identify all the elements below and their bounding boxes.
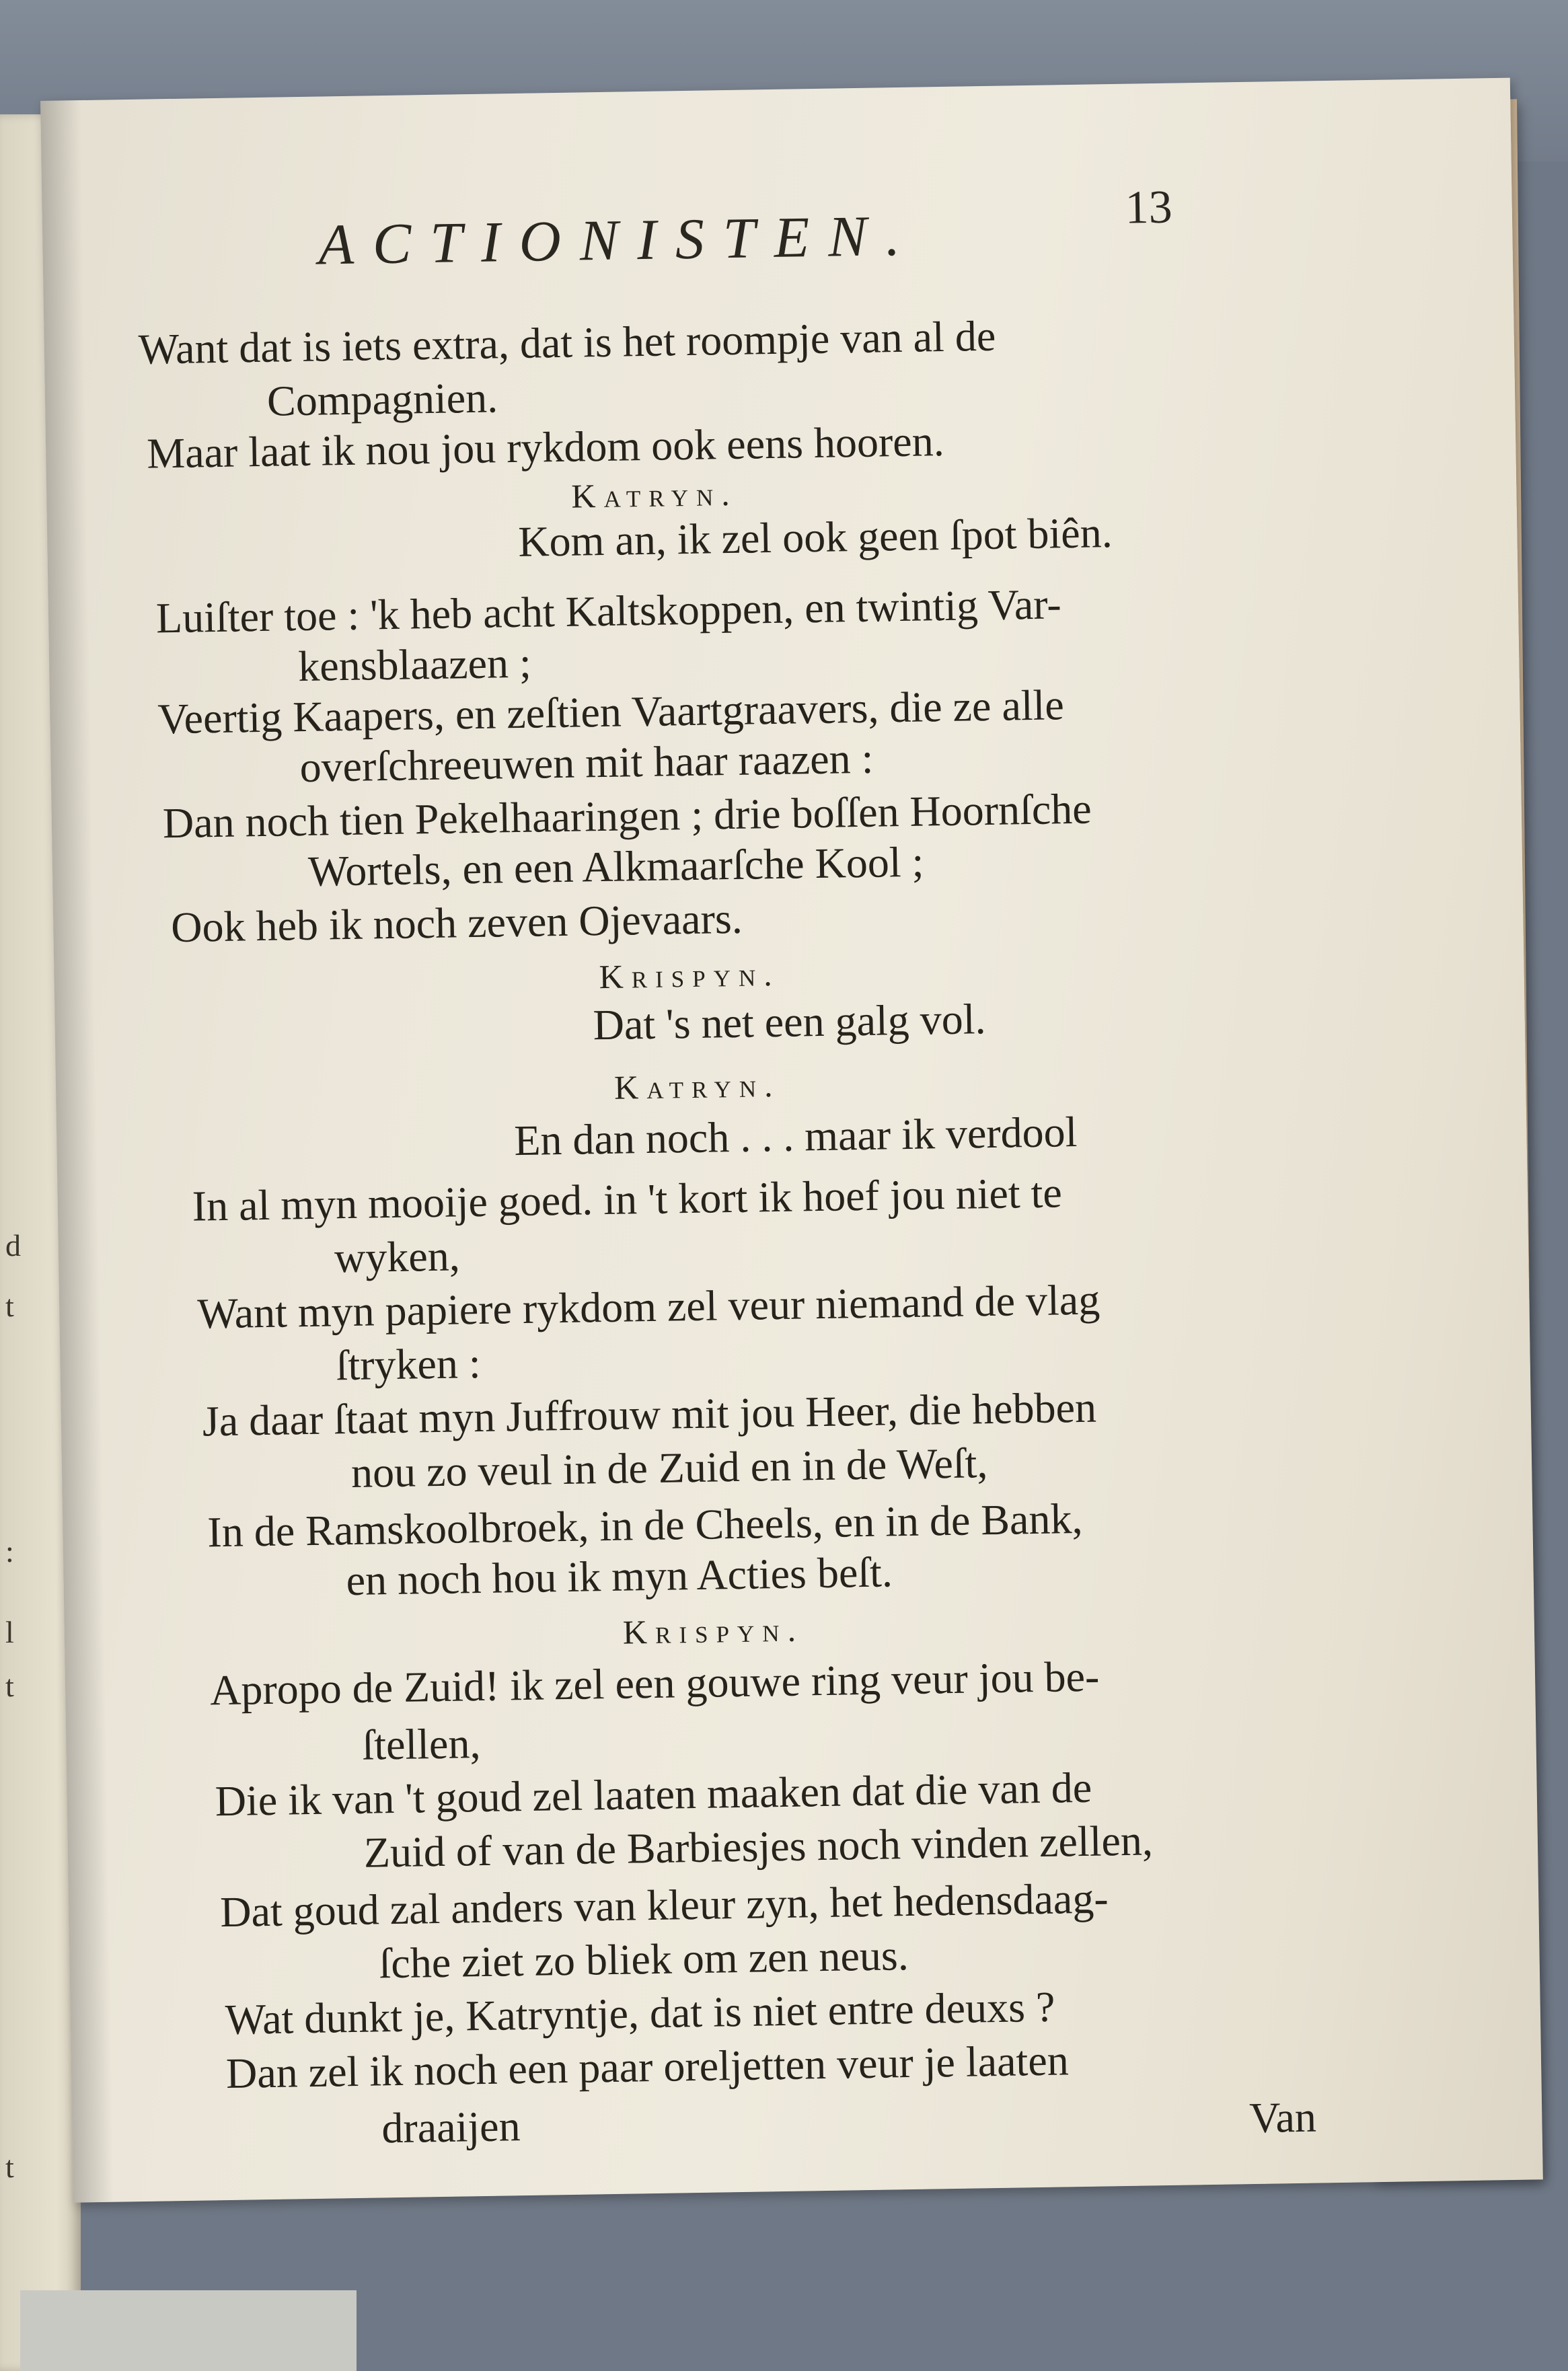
text-line: Die ik van 't goud zel laaten maaken dat die van de xyxy=(215,1763,1092,1826)
text-line: wyken, xyxy=(334,1232,461,1282)
text-line: Wat dunkt je, Katryntje, dat is niet entre deuxs ? xyxy=(225,1982,1055,2044)
left-page-glyph: : xyxy=(5,1534,14,1569)
text-line: Want dat is iets extra, dat is het roompje van al de xyxy=(138,311,996,373)
left-page-glyph: t xyxy=(5,1669,14,1703)
text-line: en noch hou ik myn Acties beſt. xyxy=(346,1548,893,1605)
text-line: Ook heb ik noch zeven Ojevaars. xyxy=(170,894,743,952)
label-sticker xyxy=(20,2290,357,2371)
catchword: Van xyxy=(1248,2093,1317,2142)
text-line: En dan noch . . . maar ik verdool xyxy=(513,1107,1078,1165)
text-line: Maar laat ik nou jou rykdom ook eens hooren. xyxy=(146,416,945,478)
text-line: In al myn mooije goed. in 't kort ik hoef jou niet te xyxy=(192,1168,1063,1230)
left-page-glyph: t xyxy=(5,1289,14,1323)
text-line: draaijen xyxy=(381,2102,521,2152)
text-line: Ja daar ſtaat myn Juffrouw mit jou Heer, die hebben xyxy=(202,1383,1097,1445)
text-line: Dan zel ik noch een paar oreljetten veur je laaten xyxy=(225,2036,1070,2098)
text-line: Luiſter toe : 'k heb acht Kaltskoppen, en twintig Var- xyxy=(155,580,1062,642)
text-line: Dat goud zal anders van kleur zyn, het hedensdaag- xyxy=(219,1874,1109,1936)
text-line: ſtryken : xyxy=(336,1339,482,1390)
text-line: Wortels, en een Alkmaarſche Kool ; xyxy=(307,837,924,895)
text-line: In de Ramskoolbroek, in de Cheels, en in de Bank, xyxy=(207,1494,1083,1556)
page-number: 13 xyxy=(1125,181,1173,234)
text-line: Dat 's net een galg vol. xyxy=(593,995,986,1049)
text-line: Apropo de Zuid! ik zel een gouwe ring veur jou be- xyxy=(209,1652,1100,1715)
speaker-name: Katryn. xyxy=(613,1065,781,1106)
running-title: ACTIONISTEN. xyxy=(318,202,920,277)
text-line: Compagnien. xyxy=(266,373,498,425)
speaker-name: Katryn. xyxy=(570,474,739,515)
text-line: ſche ziet zo bliek om zen neus. xyxy=(378,1931,909,1988)
text-line: Veertig Kaapers, en zeſtien Vaartgraavers, die ze alle xyxy=(157,681,1065,743)
speaker-name: Krispyn. xyxy=(599,954,781,996)
left-page-glyph: l xyxy=(5,1615,14,1649)
text-line: Dan noch tien Pekelhaaringen ; drie boſſen Hoornſche xyxy=(162,784,1092,848)
text-line: Zuid of van de Barbiesjes noch vinden zellen, xyxy=(363,1816,1154,1877)
text-line: Want myn papiere rykdom zel veur niemand de vlag xyxy=(196,1275,1100,1338)
text-line: overſchreeuwen mit haar raazen : xyxy=(299,734,874,792)
speaker-name: Krispyn. xyxy=(622,1610,805,1651)
left-page-glyph: t xyxy=(5,2150,14,2184)
book-page xyxy=(40,78,1543,2203)
text-line: nou zo veul in de Zuid en in de Weſt, xyxy=(350,1439,988,1497)
text-line: ſtellen, xyxy=(361,1719,481,1769)
left-page-glyph: d xyxy=(5,1228,21,1263)
text-line: Kom an, ik zel ook geen ſpot biên. xyxy=(517,509,1113,566)
text-line: kensblaazen ; xyxy=(297,638,532,691)
